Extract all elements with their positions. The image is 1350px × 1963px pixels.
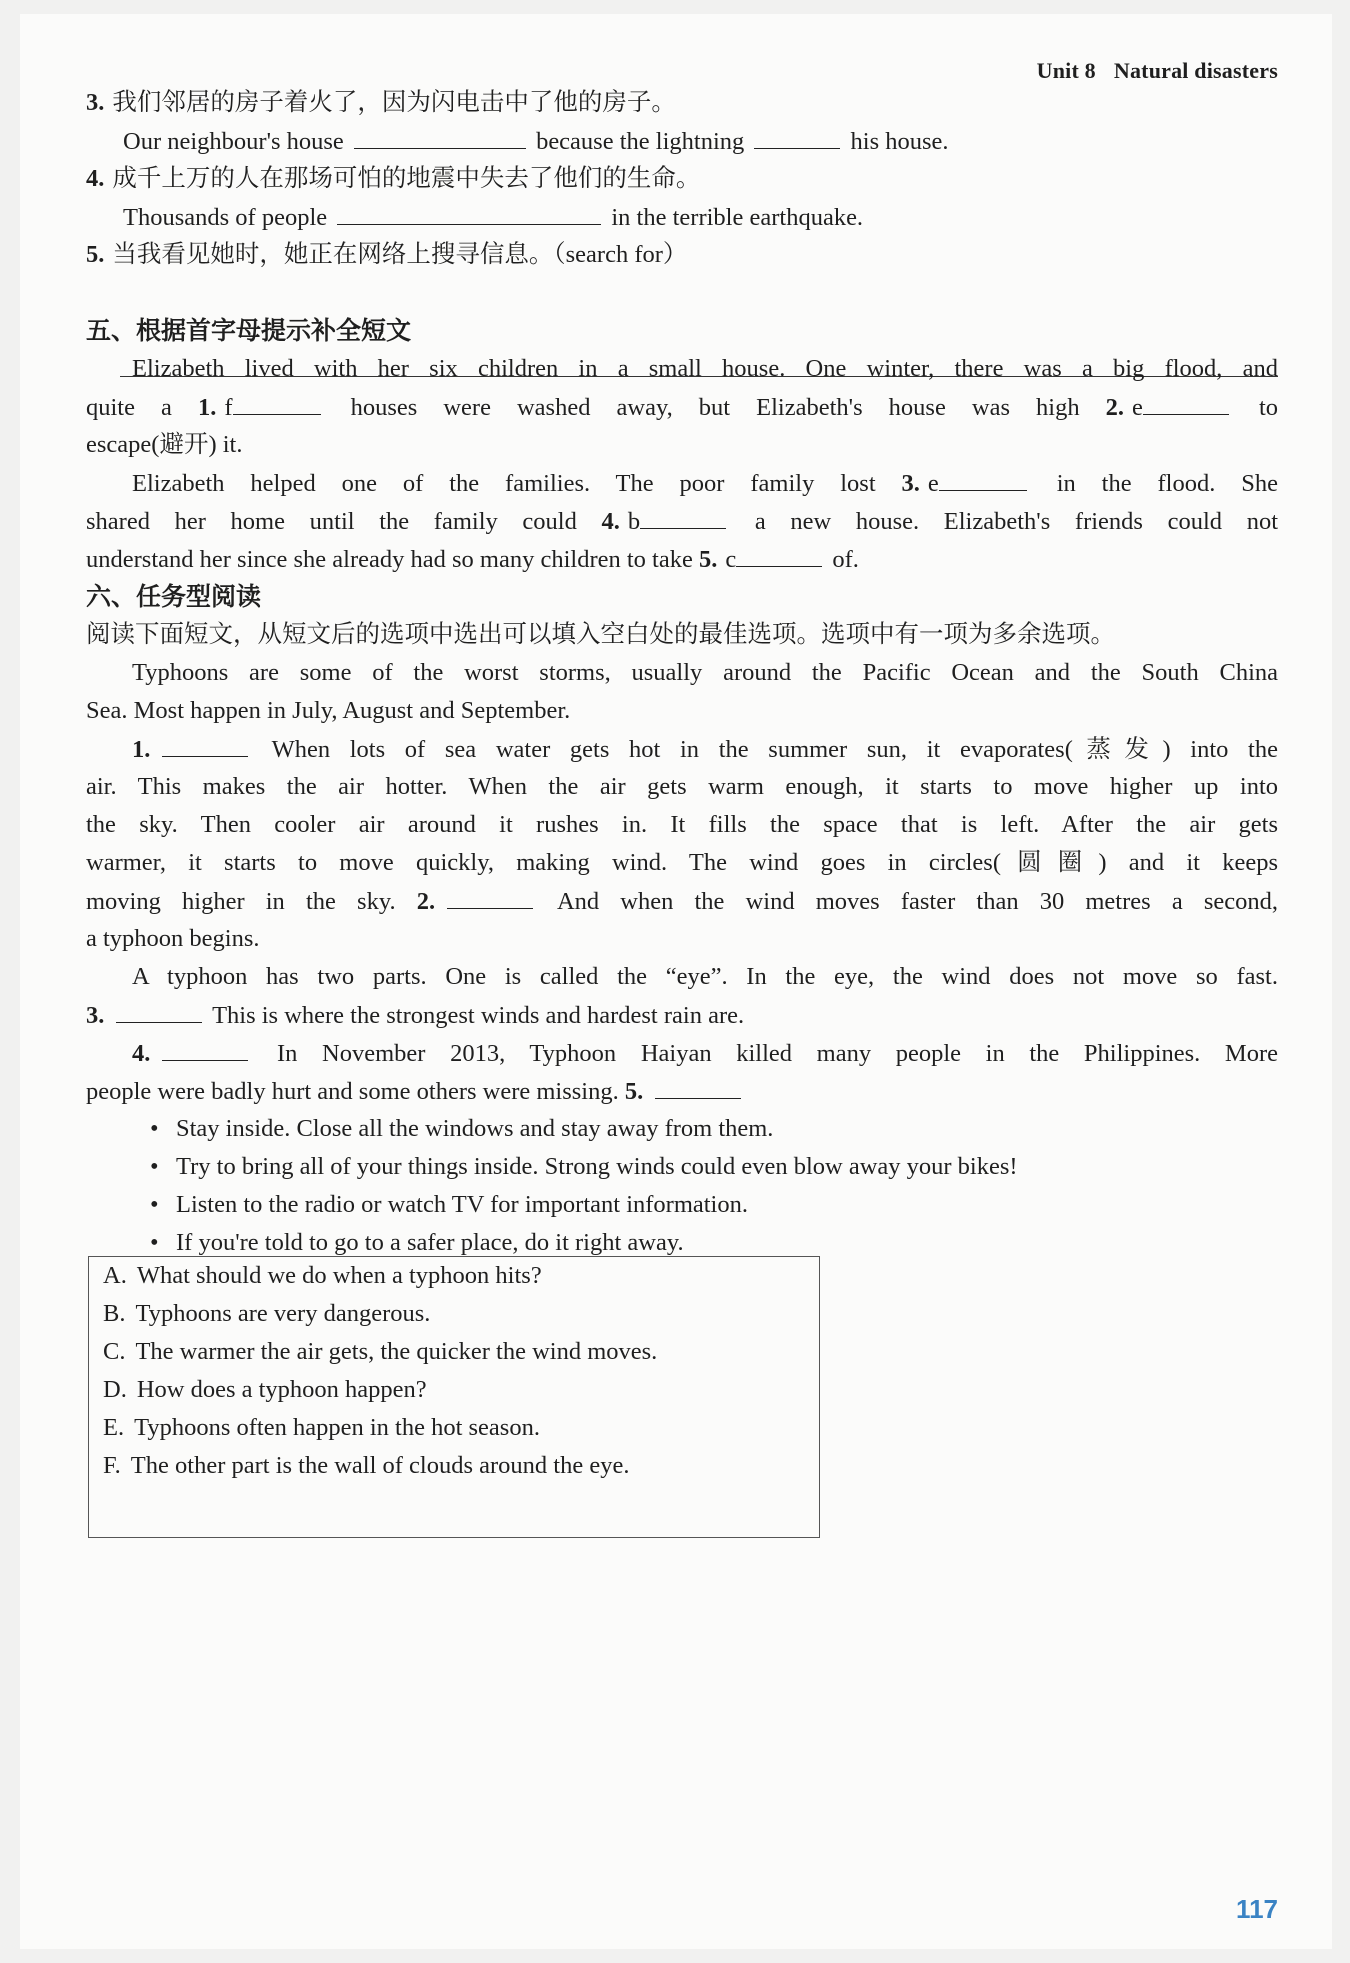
passage-line [86,544,1278,575]
option-text: Typhoons often happen in the hot season. [134,1414,540,1441]
bullet-item: • Stay inside. Close all the windows and stay away from them. [150,1115,774,1142]
translation-q5-chinese [86,240,1278,270]
text: Elizabeth helped one of the families. The poor family lost [132,470,876,497]
bullet-text: If you're told to go to a safer place, do it right away. [176,1229,684,1256]
text: of. [832,546,859,573]
passage-line: escape(避开) it. [86,431,243,458]
blank-number: 5. [624,1078,644,1105]
text: shared her home until the family could [86,508,577,535]
first-letter-hint: c [725,546,737,573]
sentence-part: because the lightning [536,128,745,155]
sentence-part: in the terrible earthquake. [611,204,864,231]
option-letter: E. [103,1414,125,1441]
answer-blank[interactable] [116,1000,202,1023]
blank-number: 4. [601,508,620,535]
text: a new house. Elizabeth's friends could not [754,508,1278,535]
option-letter: C. [103,1338,126,1365]
answer-blank[interactable] [640,506,726,529]
passage-line: the sky. Then cooler air around it rushes in. It fills the space that is left. After the air gets [86,811,1278,838]
option-letter: F. [103,1452,121,1479]
first-letter-hint: f [224,394,233,421]
first-letter-hint: b [627,508,641,535]
text: moving higher in the sky. [86,888,396,915]
option-c[interactable] [103,1337,657,1367]
option-text: How does a typhoon happen? [136,1376,427,1403]
answer-blank[interactable] [233,392,321,415]
text: In November 2013, Typhoon Haiyan killed many people in the Philippines. More [277,1040,1278,1067]
blank-number: 2. [416,888,436,915]
passage-line [132,734,1278,765]
passage-line: air. This makes the air hotter. When the air gets warm enough, it starts to move higher up into [86,773,1278,800]
text: quite a [86,394,172,421]
text: understand her since she already had so many children to take [86,546,693,573]
sentence-part: his house. [850,128,949,155]
answer-blank[interactable] [354,126,526,149]
passage-line: Typhoons are some of the worst storms, usually around the Pacific Ocean and the South China [132,659,1278,686]
chinese-sentence: 当我看见她时，她正在网络上搜寻信息。（search for） [112,241,688,268]
text: houses were washed away, but Elizabeth's house was high [350,394,1080,421]
bullet-item: • If you're told to go to a safer place, do it right away. [150,1229,684,1256]
translation-q3-english [123,126,1278,157]
passage-line [132,468,1278,499]
option-text: The other part is the wall of clouds around the eye. [130,1452,630,1479]
blank-number: 5. [698,546,718,573]
passage-line [86,506,1278,537]
blank-number: 2. [1105,394,1125,421]
translation-q3-chinese [86,88,1278,118]
unit-title: Natural disasters [1113,58,1278,83]
first-letter-hint: e [1132,394,1143,421]
answer-blank[interactable] [162,734,248,757]
unit-header [1037,58,1278,84]
answer-blank[interactable] [939,468,1027,491]
bullet-item: • Listen to the radio or watch TV for important information. [150,1191,748,1218]
blank-number: 1. [132,736,151,763]
option-e[interactable] [103,1413,540,1443]
passage-line: Elizabeth lived with her six children in a small house. One winter, there was a big flood, and [132,355,1278,382]
answer-blank[interactable] [1143,392,1229,415]
worksheet-page [20,14,1332,1949]
first-letter-hint: e [927,470,939,497]
answer-blank[interactable] [162,1038,248,1061]
translation-q4-chinese [86,164,1278,194]
option-letter: D. [103,1376,127,1403]
sentence-part: Thousands of people [123,204,328,231]
option-a[interactable] [103,1261,542,1291]
option-text: Typhoons are very dangerous. [135,1300,431,1327]
bullet-text: Try to bring all of your things inside. Strong winds could even blow away your bikes! [176,1153,1018,1180]
question-number: 5. [86,241,105,268]
text: And when the wind moves faster than 30 metres a second, [556,888,1278,915]
page-number: 117 [1236,1894,1278,1924]
option-letter: B. [103,1300,126,1327]
answer-blank[interactable] [754,126,840,149]
option-d[interactable] [103,1375,427,1405]
option-text: What should we do when a typhoon hits? [136,1262,542,1289]
text: to [1258,394,1279,421]
passage-line: warmer, it starts to move quickly, making wind. The wind goes in circles(圆圈) and it keeps [86,849,1278,876]
option-f[interactable] [103,1451,629,1481]
blank-number: 1. [197,394,217,421]
blank-number: 3. [901,470,920,497]
option-text: The warmer the air gets, the quicker the wind moves. [135,1338,658,1365]
sentence-part: Our neighbour's house [123,128,344,155]
chinese-sentence: 成千上万的人在那场可怕的地震中失去了他们的生命。 [112,165,701,192]
passage-line: a typhoon begins. [86,925,260,952]
answer-blank[interactable] [655,1076,741,1099]
passage-line [132,1038,1278,1069]
text: This is where the strongest winds and hardest rain are. [212,1002,745,1029]
question-number: 3. [86,89,105,116]
bullet-text: Stay inside. Close all the windows and stay away from them. [176,1115,774,1142]
section-6-title: 六、任务型阅读 [86,582,262,611]
blank-number: 3. [86,1002,105,1029]
passage-line [86,1000,1278,1031]
bullet-text: Listen to the radio or watch TV for important information. [176,1191,748,1218]
passage-line: A typhoon has two parts. One is called the “eye”. In the eye, the wind does not move so fast. [132,963,1278,990]
chinese-sentence: 我们邻居的房子着火了，因为闪电击中了他的房子。 [112,89,676,116]
question-number: 4. [86,165,105,192]
answer-blank[interactable] [447,886,533,909]
bullet-item: • Try to bring all of your things inside. Strong winds could even blow away your bikes! [150,1153,1018,1180]
text: people were badly hurt and some others were missing. [86,1078,619,1105]
translation-q4-english [123,202,1278,233]
passage-line [86,392,1278,423]
section-6-instruction: 阅读下面短文，从短文后的选项中选出可以填入空白处的最佳选项。选项中有一项为多余选项。 [86,621,1115,648]
option-b[interactable] [103,1299,430,1329]
answer-blank[interactable] [337,202,601,225]
text: in the flood. She [1056,470,1278,497]
passage-line: Sea. Most happen in July, August and September. [86,697,571,724]
section-5-title: 五、根据首字母提示补全短文 [86,316,412,345]
text: When lots of sea water gets hot in the summer sun, it evaporates(蒸发) into the [271,736,1278,763]
answer-blank[interactable] [736,544,822,567]
options-box [88,1256,820,1538]
unit-label: Unit 8 [1036,58,1096,83]
blank-number: 4. [132,1040,151,1067]
option-letter: A. [103,1262,127,1289]
passage-line [86,1076,1278,1107]
passage-line [86,886,1278,917]
